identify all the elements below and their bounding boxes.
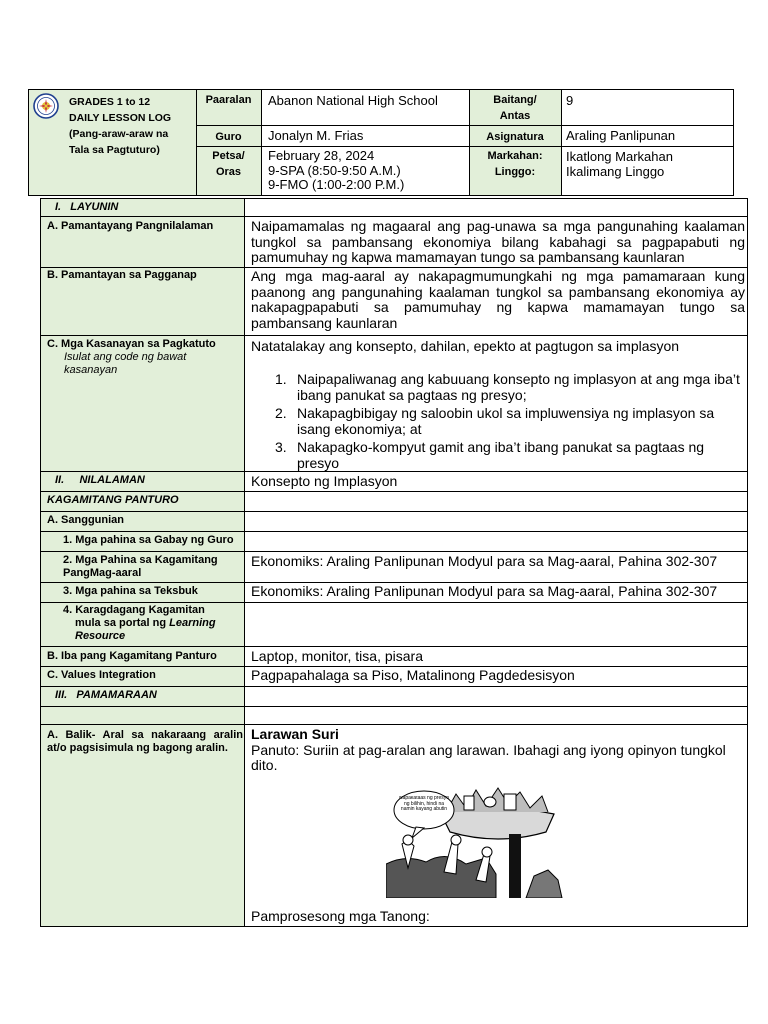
cartoon-caption: Napakataas ng presyo ng bilihin, hindi na namin kayang abutin [398,796,450,812]
pamantayang-pangnilalaman-label: A. Pamantayang Pangnilalaman [47,220,214,232]
panuto-text: Panuto: Suriin at pag-aralan ang larawan. Ibahagi ang iyong opinyon tungkol dito. [251,741,726,773]
petsa-oras-label: Petsa/ Oras [212,150,245,178]
pamamaraan-heading: III. PAMAMARAAN [55,689,157,701]
sanggunian-label: A. Sanggunian [47,514,124,526]
values-value: Pagpapahalaga sa Piso, Matalinong Pagdedesisyon [251,667,575,683]
gabay-label: 1. Mga pahina sa Gabay ng Guro [63,534,234,546]
iba-value: Laptop, monitor, tisa, pisara [251,648,423,664]
balik-aral-content [251,727,745,774]
nilalaman-value: Konsepto ng Implasyon [251,473,398,489]
pamantayan-pagganap-label: B. Pamantayan sa Pagganap [47,269,197,281]
petsa-value: February 28, 2024 9-SPA (8:50-9:50 A.M.) 9-FMO (1:00-2:00 P.M.) [268,148,405,192]
baitang-antas-label: Baitang/ Antas [493,94,537,122]
deped-seal-icon [33,93,59,119]
teksbuk-value: Ekonomiks: Araling Panlipunan Modyul para sa Mag-aaral, Pahina 302-307 [251,583,718,599]
kagamitan-heading: KAGAMITANG PANTURO [47,494,179,506]
markahan-linggo-label: Markahan: Linggo: [487,150,543,178]
header-title: GRADES 1 to 12 DAILY LESSON LOG (Pang-araw-araw na Tala sa Pagtuturo) [69,96,172,156]
layunin-heading: I. LAYUNIN [55,201,119,213]
kasanayan-label: C. Mga Kasanayan sa Pagkatuto Isulat ang code ng bawat kasanayan [47,338,216,376]
teksbuk-label: 3. Mga pahina sa Teksbuk [63,585,198,597]
lesson-table [40,198,748,927]
asignatura-label: Asignatura [486,131,544,143]
pamantayan-pagganap-value: Ang mga mag-aaral ay nakapagmumungkahi ng mga pamamaraan kung paanong ang pangunahing kaalaman tungkol sa pambansang ekonomiya ay nakapagpapabuti sa pamumuhay ng kapwa mamamayan tungo sa pambansang kaunlaran [251,268,745,331]
header-table [28,89,734,196]
cartoon-image [386,784,564,898]
objective-item: 3. Nakapagko-kompyut gamit ang iba’t ibang panukat sa pagtaas ng presyo [275,438,705,471]
larawan-title: Larawan Suri [251,726,339,742]
pamprosesong-tanong: Pamprosesong mga Tanong: [251,908,430,924]
pamantayang-pangnilalaman-value: Naipamamalas ng magaaral ang pag-unawa sa mga pangunahing kaalaman tungkol sa pambansang ekonomiya bilang kabahagi sa pagpapabuti ng pamumuhay ng kapwa mamamayan tungo sa pambansang kaunlaran [251,218,745,265]
objective-item: 2. Nakapagbibigay ng saloobin ukol sa impluwensiya ng implasyon sa isang ekonomiya; at [275,404,715,437]
kagamitang-label: 2. Mga Pahina sa Kagamitang PangMag-aaral [63,554,218,579]
objectives-list [251,371,745,471]
kagamitang-value: Ekonomiks: Araling Panlipunan Modyul para sa Mag-aaral, Pahina 302-307 [251,553,718,569]
karagdagang-label: 4. Karagdagang Kagamitan mula sa portal ng Learning Resource [63,604,216,642]
iba-label: B. Iba pang Kagamitang Panturo [47,650,217,662]
baitang-value: 9 [566,93,574,108]
asignatura-value: Araling Panlipunan [566,128,676,143]
markahan-value: Ikatlong Markahan Ikalimang Linggo [566,149,673,179]
paaralan-label: Paaralan [205,94,252,106]
objective-item: 1. Naipapaliwanag ang kabuuang konsepto ng implasyon at ang mga iba’t ibang panukat sa pagtaas ng presyo; [275,370,740,403]
paaralan-value: Abanon National High School [268,93,438,108]
kasanayan-value: Natatalakay ang konsepto, dahilan, epekto at pagtugon sa implasyon 1. Naipapaliwanag ang kabuuang konsepto ng implasyon at ang mga iba’t ibang panukat sa pagtaas ng presyo; 2. Nakapagbibigay ng saloobin ukol sa impluwensiya ng implasyon sa isang ekonomiya; at 3. Nakapagko-kompyut gamit ang iba’t ibang panukat sa pagtaas ng presyo [251,339,745,473]
balik-aral-label: A. Balik- Aral sa nakaraang aralin at/o pagsisimula ng bagong aralin. [47,729,243,754]
guro-label: Guro [215,131,242,143]
values-label: C. Values Integration [47,669,156,681]
guro-value: Jonalyn M. Frias [268,128,364,143]
nilalaman-heading: II. NILALAMAN [55,474,145,486]
